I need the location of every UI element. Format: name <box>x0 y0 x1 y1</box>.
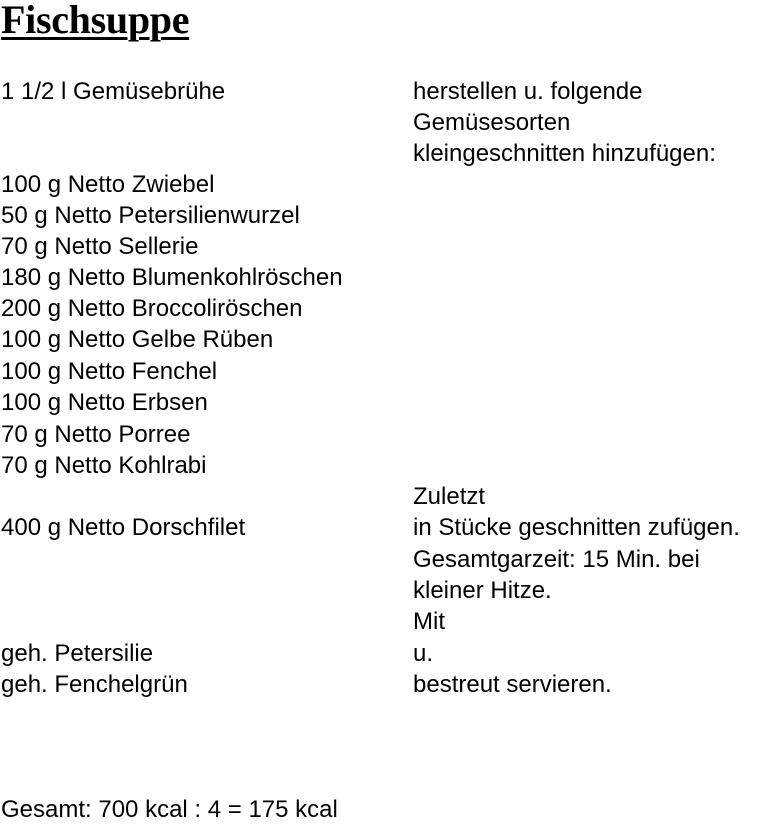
ingredient-line: 400 g Netto Dorschfilet <box>1 514 246 541</box>
recipe-title: Fischsuppe <box>1 0 190 42</box>
ingredient-line: geh. Petersilie <box>1 640 154 667</box>
instruction-line: Mit <box>413 608 445 635</box>
instruction-line: herstellen u. folgende <box>413 78 643 105</box>
instruction-line: kleingeschnitten hinzufügen: <box>413 140 716 167</box>
ingredient-line: 100 g Netto Zwiebel <box>1 171 215 198</box>
instruction-line: u. <box>413 640 434 667</box>
ingredient-line: 1 1/2 l Gemüsebrühe <box>1 78 226 105</box>
ingredient-line: 200 g Netto Broccoliröschen <box>1 295 303 322</box>
instruction-line: bestreut servieren. <box>413 671 612 698</box>
ingredient-line: 100 g Netto Gelbe Rüben <box>1 326 274 353</box>
ingredient-line: 100 g Netto Erbsen <box>1 389 208 416</box>
instruction-line: in Stücke geschnitten zufügen. <box>413 514 740 541</box>
calorie-total: Gesamt: 700 kcal : 4 = 175 kcal <box>1 796 338 823</box>
instruction-line: Gesamtgarzeit: 15 Min. bei <box>413 546 700 573</box>
instruction-line: Gemüsesorten <box>413 109 571 136</box>
ingredient-line: 70 g Netto Sellerie <box>1 233 199 260</box>
ingredient-line: 100 g Netto Fenchel <box>1 358 218 385</box>
ingredient-line: geh. Fenchelgrün <box>1 671 188 698</box>
ingredient-line: 180 g Netto Blumenkohlröschen <box>1 264 343 291</box>
ingredient-line: 50 g Netto Petersilienwurzel <box>1 202 300 229</box>
ingredient-line: 70 g Netto Kohlrabi <box>1 452 207 479</box>
ingredient-line: 70 g Netto Porree <box>1 421 191 448</box>
instruction-line: kleiner Hitze. <box>413 577 552 604</box>
instruction-line: Zuletzt <box>413 483 486 510</box>
